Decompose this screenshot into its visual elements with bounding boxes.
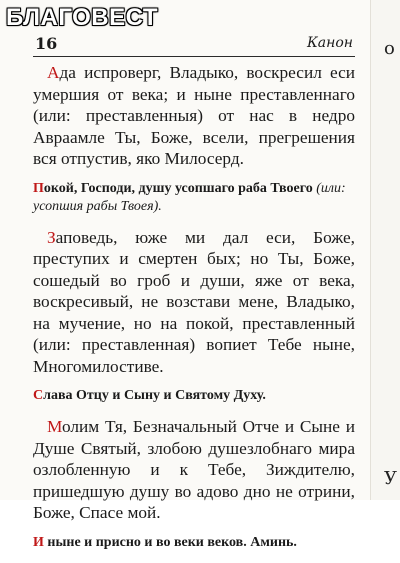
- troparion-text: олим Тя, Безначальный Отче и Сыне и Душе Святый, злобою душезлобнаго мира озлобленную и к Тебе, Зиждителю, пришедшую душу во адово дно не отрини, Боже, Спасе мой.: [33, 417, 355, 522]
- closing-text: ныне и присно и во веки веков. Аминь.: [43, 534, 297, 550]
- running-title: Канон: [306, 35, 353, 51]
- troparion-paragraph: [33, 416, 355, 524]
- doxology-text: лава Отцу и Сыну и Святому Духу.: [43, 388, 266, 403]
- troparion-paragraph: [33, 227, 355, 378]
- doxology-line: [33, 387, 355, 405]
- watermark-logo: БЛАГОВЕСТ: [6, 4, 159, 31]
- red-initial: М: [47, 417, 62, 436]
- red-initial: И: [33, 534, 44, 550]
- adjacent-page-fragment: У: [384, 468, 398, 489]
- red-initial: С: [33, 388, 44, 403]
- adjacent-page-edge: [370, 0, 400, 500]
- page-header: [33, 34, 355, 57]
- page-content: [33, 62, 355, 563]
- page-number: 16: [35, 34, 58, 53]
- adjacent-page-fragment: о: [384, 38, 395, 59]
- refrain-note: (или: усопшия рабы Твоея).: [33, 180, 346, 214]
- red-initial: А: [47, 63, 60, 82]
- troparion-text: аповедь, юже ми дал еси, Боже, преступих и смертен бых; но Ты, Боже, сошедый во гроб и души, яже от века, воскресивый, не возстави мене, Владыко, на мучение, но на покой, преставленный (или: преставленная) вопиет Тебе ныне, Многомилостиве.: [33, 227, 355, 376]
- red-initial: З: [47, 227, 56, 247]
- troparion-paragraph: [33, 62, 355, 170]
- troparion-text: да испроверг, Владыко, воскресил еси умершия от века; и ныне преставленнаго (или: преставленныя) от нас в недро Авраамле Ты, Боже, всели, прегрешения вся отпустив, яко Милосерд.: [33, 63, 355, 168]
- refrain-line: [33, 180, 355, 216]
- closing-line: [33, 534, 355, 552]
- refrain-text: окой, Господи, душу усопшаго раба Твоего: [43, 180, 317, 196]
- red-initial: П: [33, 180, 44, 196]
